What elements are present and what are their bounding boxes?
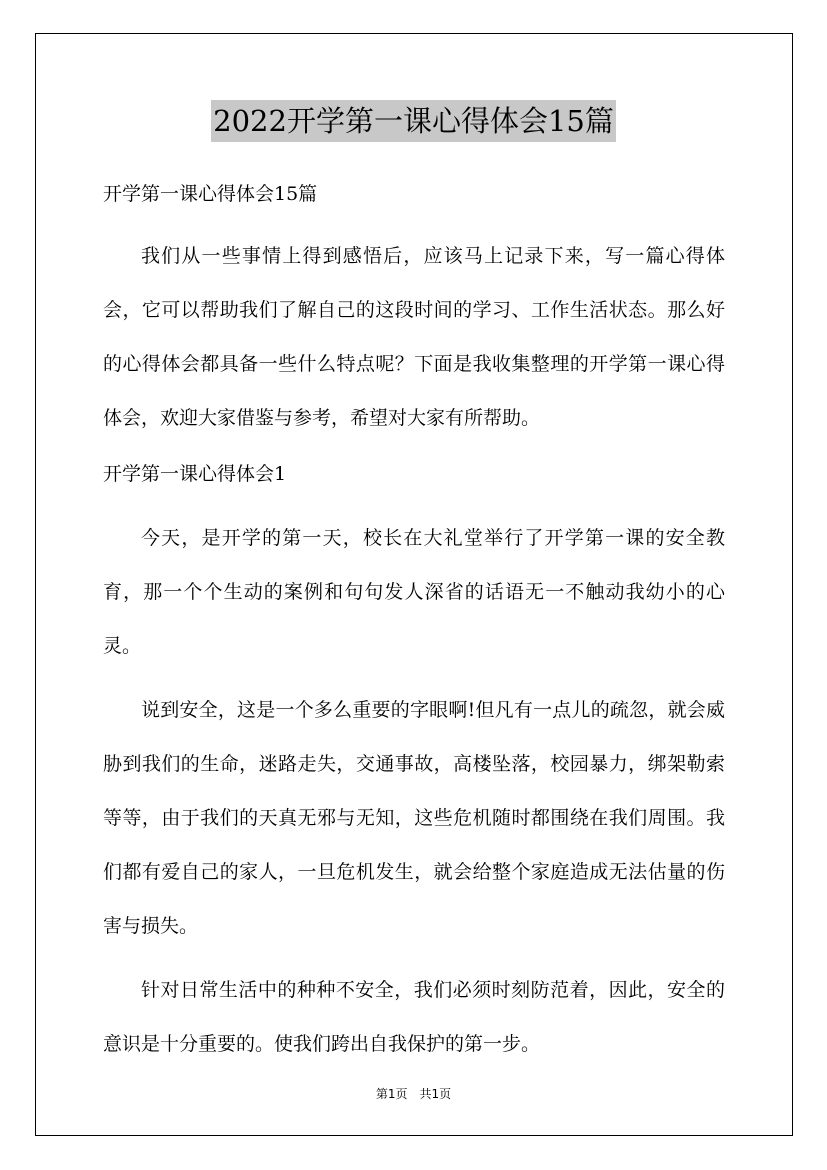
intro-paragraph: 我们从一些事情上得到感悟后，应该马上记录下来，写一篇心得体会，它可以帮助我们了解自己的这段时间的学习、工作生活状态。那么好的心得体会都具备一些什么特点呢？下面是我收集整理的开学第一课心得体会，欢迎大家借鉴与参考，希望对大家有所帮助。: [103, 245, 725, 429]
section-heading: 开学第一课心得体会1: [103, 463, 287, 485]
body-paragraph: 针对日常生活中的种种不安全，我们必须时刻防范着，因此，安全的意识是十分重要的。使我们跨出自我保护的第一步。: [103, 979, 725, 1055]
document-subtitle: 开学第一课心得体会15篇: [103, 183, 318, 205]
document-title: 2022开学第一课心得体会15篇: [211, 100, 616, 142]
page-footer: [0, 1085, 827, 1102]
body-paragraph: 今天，是开学的第一天，校长在大礼堂举行了开学第一课的安全教育，那一个个生动的案例和句句发人深省的话语无一不触动我幼小的心灵。: [103, 527, 725, 657]
body-paragraph: 说到安全，这是一个多么重要的字眼啊!但凡有一点儿的疏忽，就会威胁到我们的生命，迷路走失，交通事故，高楼坠落，校园暴力，绑架勒索等等，由于我们的天真无邪与无知，这些危机随时都围绕在我们周围。我们都有爱自己的家人，一旦危机发生，就会给整个家庭造成无法估量的伤害与损失。: [103, 699, 725, 937]
page-number: 第1页 共1页: [375, 1087, 452, 1101]
title-container: [0, 100, 827, 142]
document-body: [103, 175, 725, 1071]
